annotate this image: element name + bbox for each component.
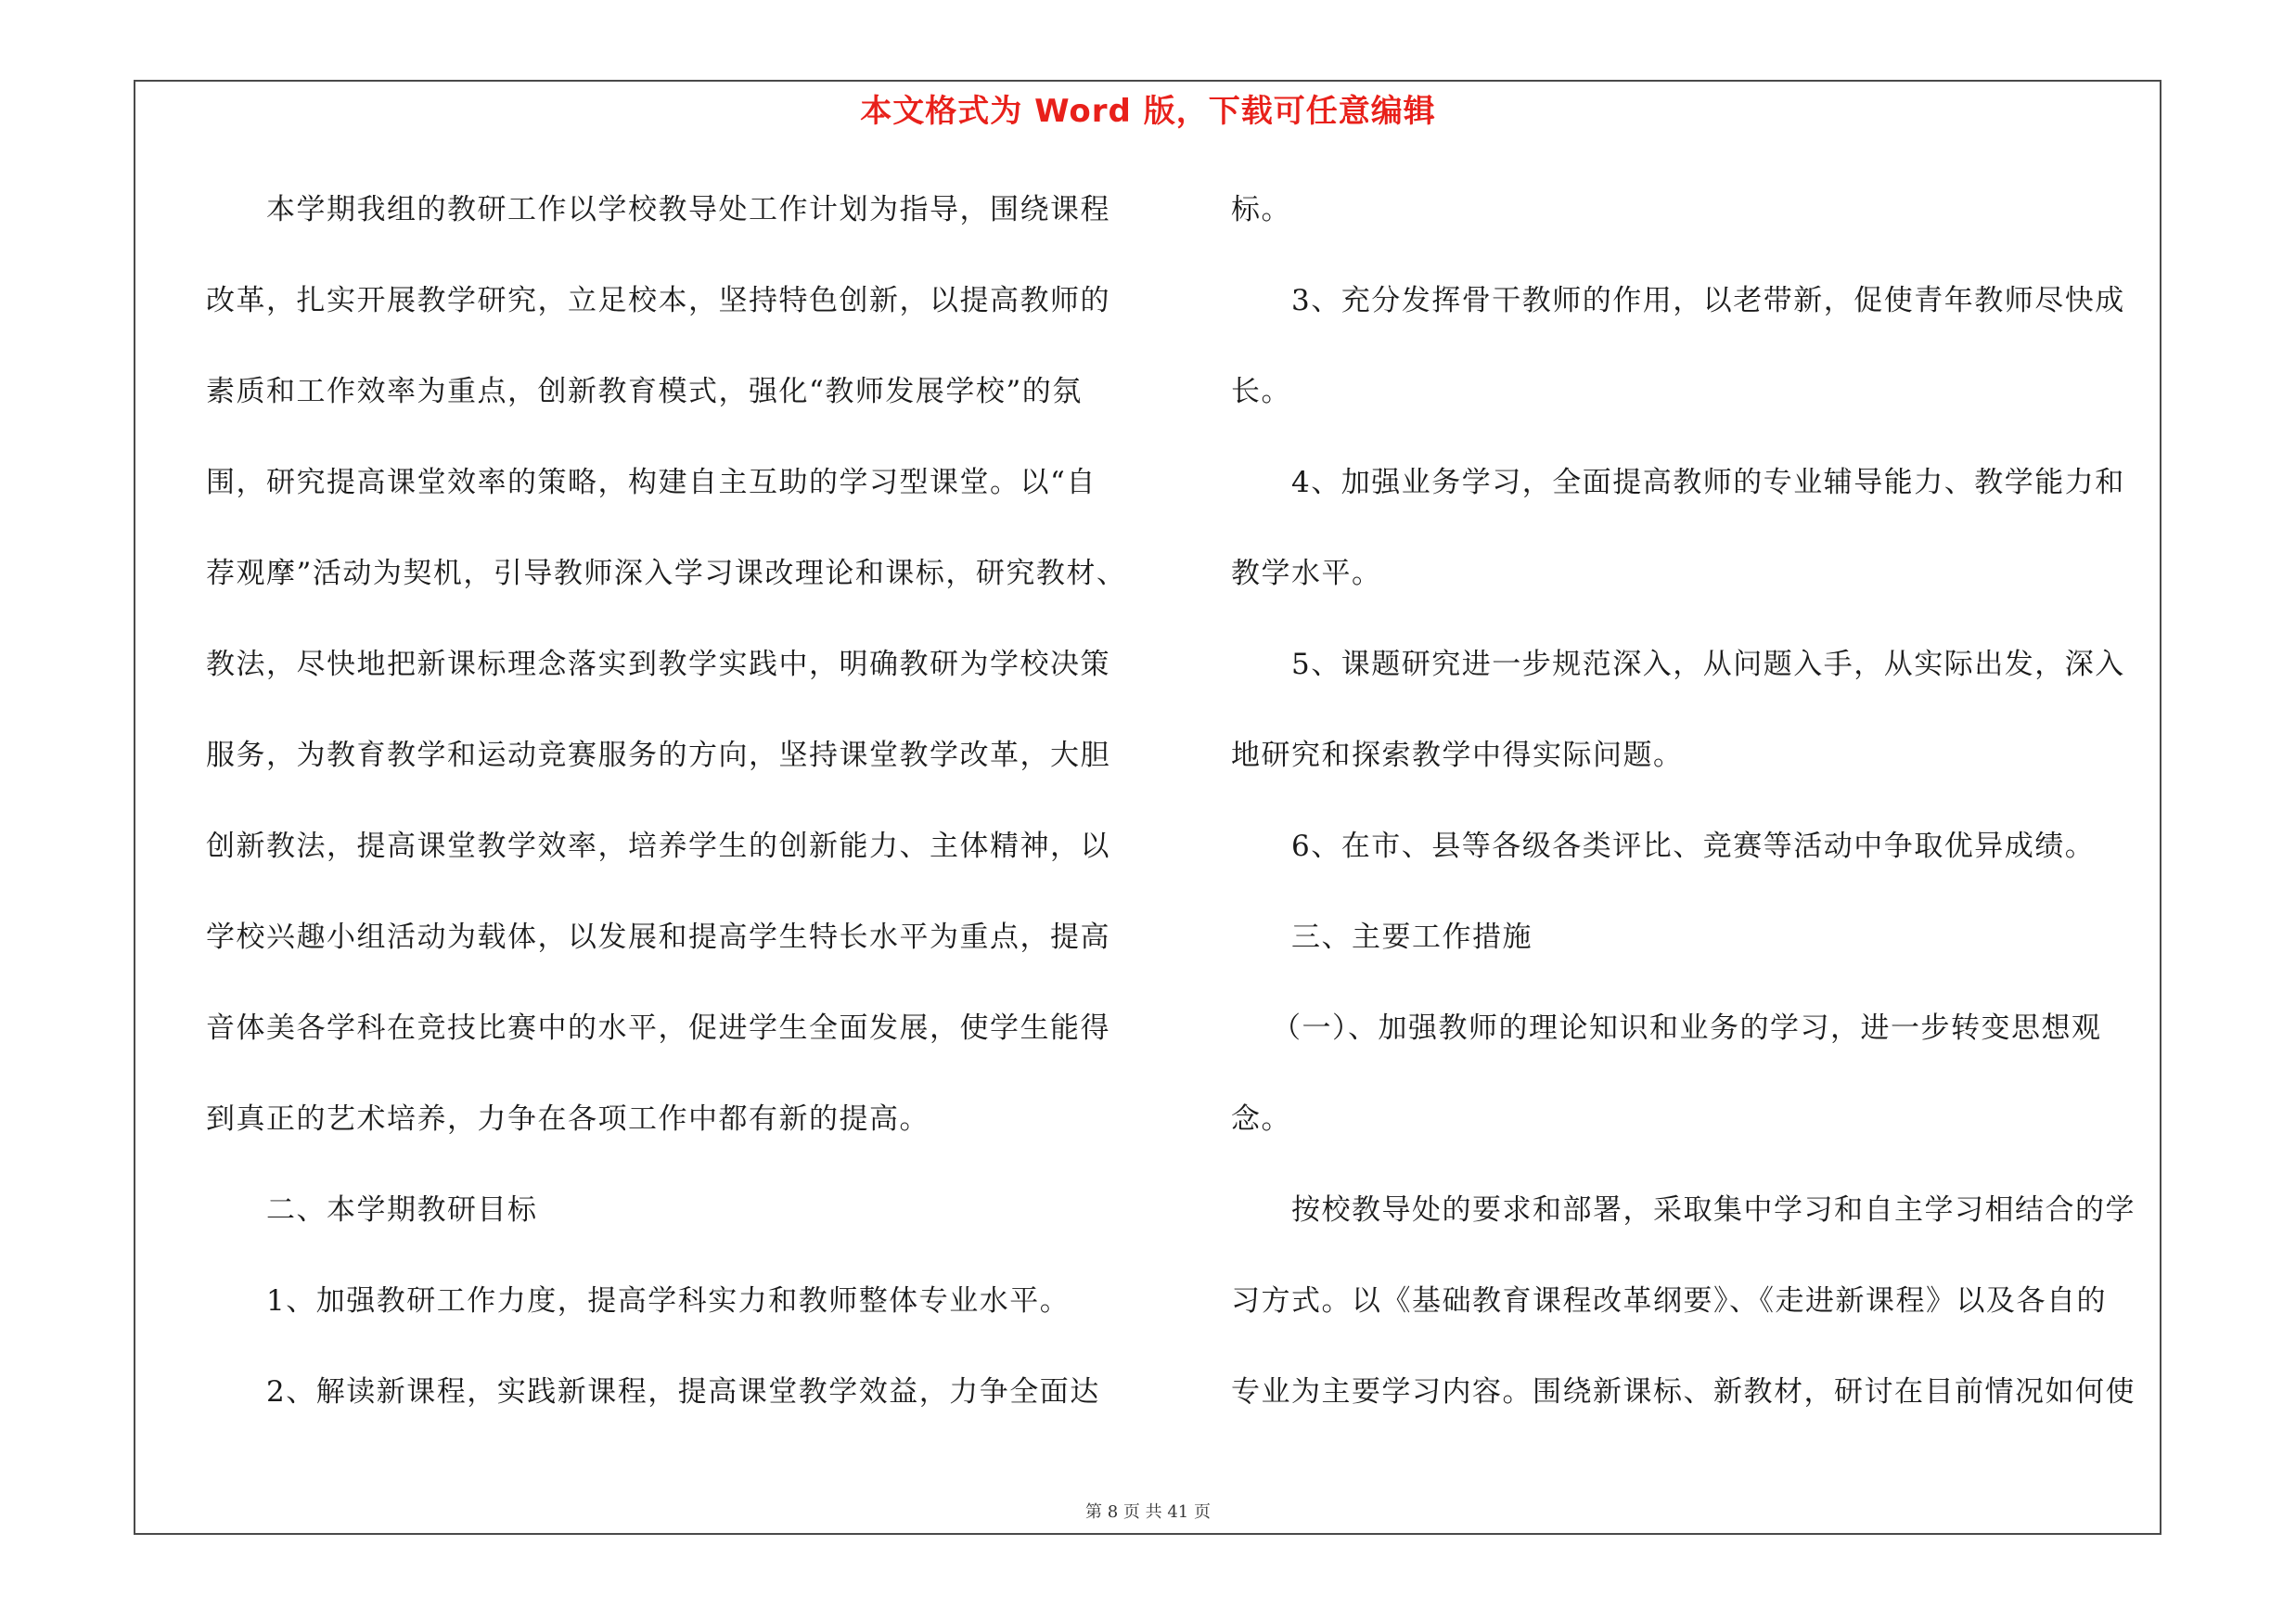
list-item: 6、在市、县等各级各类评比、竞赛等活动中争取优异成绩。 <box>1291 830 2096 863</box>
section-heading: 二、本学期教研目标 <box>266 1193 538 1227</box>
text-line: 地研究和探索教学中得实际问题。 <box>1231 739 1684 772</box>
text-line: 习方式。以《基础教育课程改革纲要》、《走进新课程》以及各自的 <box>1231 1284 2107 1318</box>
text-line: 服务，为教育教学和运动竞赛服务的方向，坚持课堂教学改革，大胆 <box>206 739 1110 772</box>
text-line: 标。 <box>1231 193 1291 226</box>
text-line: 到真正的艺术培养，力争在各项工作中都有新的提高。 <box>206 1102 930 1136</box>
list-item: 1、加强教研工作力度，提高学科实力和教师整体专业水平。 <box>266 1284 1071 1318</box>
text-line: 荐观摩”活动为契机，引导教师深入学习课改理论和课标，研究教材、 <box>206 557 1127 590</box>
text-line: 学校兴趣小组活动为载体，以发展和提高学生特长水平为重点，提高 <box>206 921 1110 954</box>
text-line: 围，研究提高课堂效率的策略，构建自主互助的学习型课堂。以“自 <box>206 466 1097 499</box>
text-line: 改革，扎实开展教学研究，立足校本，坚持特色创新，以提高教师的 <box>206 284 1110 317</box>
section-heading: 三、主要工作措施 <box>1291 921 1533 954</box>
right-column <box>1231 182 2159 1455</box>
list-item: 5、课题研究进一步规范深入，从问题入手，从实际出发，深入 <box>1291 648 2125 681</box>
page-number-footer: 第 8 页 共 41 页 <box>1085 1502 1211 1522</box>
text-line: 教法，尽快地把新课标理念落实到教学实践中，明确教研为学校决策 <box>206 648 1110 681</box>
text-line: 按校教导处的要求和部署，采取集中学习和自主学习相结合的学 <box>1291 1193 2136 1227</box>
list-item: 3、充分发挥骨干教师的作用，以老带新，促使青年教师尽快成 <box>1291 284 2125 317</box>
text-line: 教学水平。 <box>1231 557 1382 590</box>
format-banner: 本文格式为 Word 版，下载可任意编辑 <box>860 93 1436 130</box>
text-line: 念。 <box>1231 1102 1291 1136</box>
text-line: 音体美各学科在竞技比赛中的水平，促进学生全面发展，使学生能得 <box>206 1011 1110 1045</box>
text-line: 长。 <box>1231 375 1291 408</box>
list-item: 4、加强业务学习，全面提高教师的专业辅导能力、教学能力和 <box>1291 466 2125 499</box>
left-column <box>206 182 1134 1455</box>
text-line: 专业为主要学习内容。围绕新课标、新教材，研讨在目前情况如何使 <box>1231 1375 2136 1409</box>
text-line: 创新教法，提高课堂教学效率，培养学生的创新能力、主体精神，以 <box>206 830 1110 863</box>
text-line: 本学期我组的教研工作以学校教导处工作计划为指导，围绕课程 <box>266 193 1110 226</box>
subsection-heading: （一）、加强教师的理论知识和业务的学习，进一步转变思想观 <box>1272 1011 2102 1045</box>
list-item: 2、解读新课程，实践新课程，提高课堂教学效益，力争全面达 <box>266 1375 1100 1409</box>
text-line: 素质和工作效率为重点，创新教育模式，强化“教师发展学校”的氛 <box>206 375 1083 408</box>
